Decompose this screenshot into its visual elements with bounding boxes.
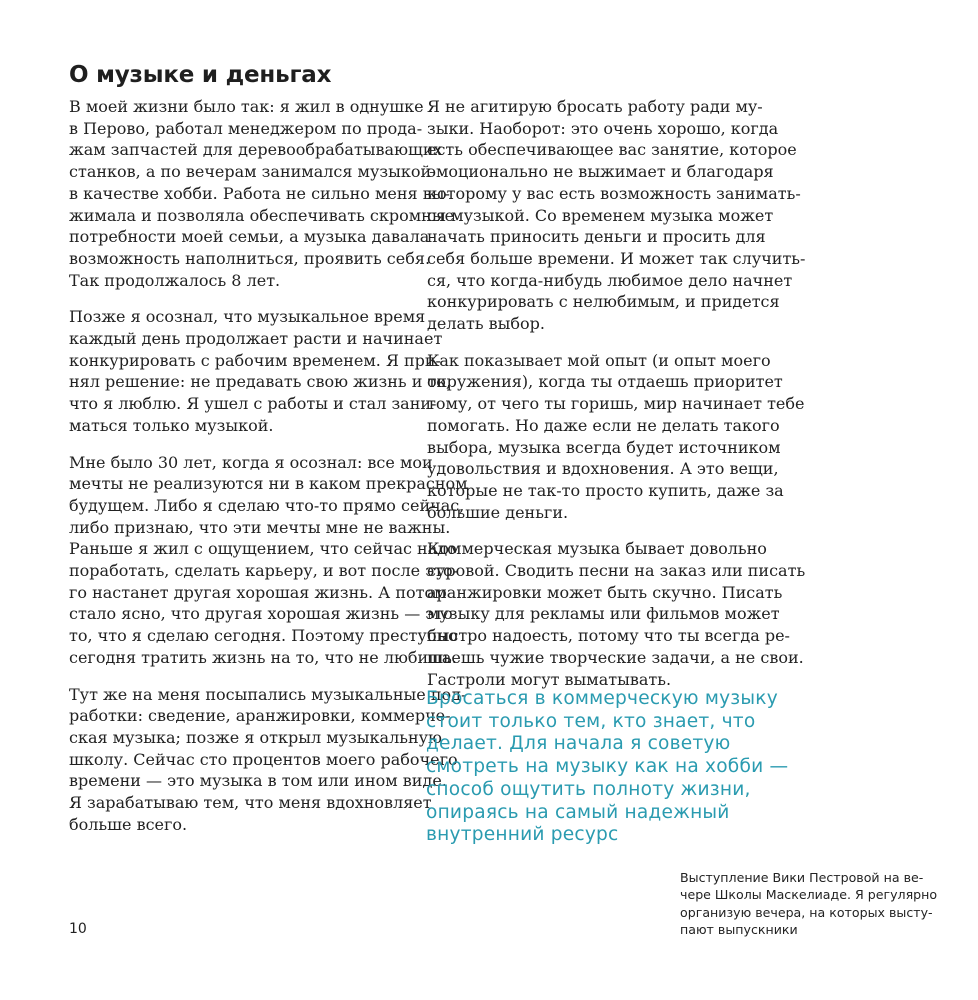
text-line: окружения), когда ты отдаешь приоритет (427, 372, 783, 392)
text-line: больше всего. (69, 814, 188, 834)
text-line: конкурировать с рабочим временем. Я при- (69, 350, 441, 370)
text-line: жимала и позволяла обеспечивать скромные (69, 205, 455, 225)
text-line: Позже я осознал, что музыкальное время (69, 307, 426, 327)
caption-line: пают выпускники (680, 922, 798, 938)
text-line: есть обеспечивающее вас занятие, которое (427, 140, 797, 160)
paragraph (69, 306, 452, 436)
text-line: потребности моей семьи, а музыка давала (69, 227, 430, 247)
text-line: го настанет другая хорошая жизнь. А потом (69, 582, 447, 602)
text-line: удовольствия и вдохновения. А это вещи, (427, 459, 779, 479)
text-line: начать приносить деньги и просить для (427, 227, 766, 247)
text-line: делать выбор. (427, 314, 546, 334)
pull-quote-line: внутренний ресурс (426, 824, 619, 846)
pull-quote (426, 688, 789, 847)
text-line: школу. Сейчас сто процентов моего рабочего (69, 749, 458, 769)
text-line: мечты не реализуются ни в каком прекрасном (69, 474, 468, 494)
text-line: музыку для рекламы или фильмов может (427, 604, 780, 624)
caption-line: Выступление Вики Пестровой на ве- (680, 870, 924, 885)
text-line: в качестве хобби. Работа не сильно меня вы- (69, 183, 450, 203)
text-line: времени — это музыка в том или ином виде. (69, 771, 447, 791)
text-line: ся, что когда-нибудь любимое дело начнет (427, 270, 793, 290)
paragraph (69, 684, 467, 836)
left-column (69, 96, 468, 851)
text-line: Мне было 30 лет, когда я осознал: все мои (69, 452, 433, 472)
article-title: О музыке и деньгах (69, 62, 332, 88)
text-line: поработать, сделать карьеру, и вот после это- (69, 561, 459, 581)
paragraph (427, 96, 806, 335)
text-line: конкурировать с нелюбимым, и придется (427, 292, 780, 312)
text-line: быстро надоесть, потому что ты всегда ре- (427, 626, 790, 646)
paragraph (427, 350, 805, 524)
paragraph (427, 538, 806, 690)
text-line: Так продолжалось 8 лет. (69, 270, 281, 290)
text-line: что я люблю. Я ушел с работы и стал зани- (69, 394, 437, 414)
text-line: маться только музыкой. (69, 415, 274, 435)
text-line: суровой. Сводить песни на заказ или писать (427, 561, 806, 581)
text-line: то, что я сделаю сегодня. Поэтому преступно (69, 626, 458, 646)
text-line: В моей жизни было так: я жил в однушке (69, 97, 424, 116)
text-line: Как показывает мой опыт (и опыт моего (427, 350, 771, 370)
text-line: эмоционально не выжимает и благодаря (427, 162, 774, 182)
text-line: возможность наполниться, проявить себя. (69, 248, 431, 268)
text-line: либо признаю, что эти мечты мне не важны. (69, 517, 451, 537)
text-line: нял решение: не предавать свою жизнь и то, (69, 372, 452, 392)
pull-quote-line: делает. Для начала я советую (426, 733, 731, 755)
text-line: в Перово, работал менеджером по прода- (69, 118, 423, 138)
text-line: шаешь чужие творческие задачи, а не свои. (427, 647, 804, 667)
text-line: жам запчастей для деревообрабатывающих (69, 140, 443, 160)
text-line: себя больше времени. И может так случить- (427, 248, 806, 268)
text-line: аранжировки может быть скучно. Писать (427, 582, 783, 602)
text-line: зыки. Наоборот: это очень хорошо, когда (427, 118, 779, 138)
right-column (427, 96, 806, 705)
text-line: тому, от чего ты горишь, мир начинает тебе (427, 394, 805, 414)
text-line: каждый день продолжает расти и начинает (69, 329, 443, 349)
caption-line: чере Школы Маскелиаде. Я регулярно (680, 887, 938, 903)
paragraph (69, 96, 455, 291)
text-line: которые не так-то просто купить, даже за (427, 480, 784, 500)
text-line: ся музыкой. Со временем музыка может (427, 205, 774, 225)
text-line: Гастроли могут выматывать. (427, 669, 672, 689)
text-line: Я не агитирую бросать работу ради му- (427, 97, 763, 116)
pull-quote-line: стоит только тем, кто знает, что (426, 710, 756, 732)
text-line: выбора, музыка всегда будет источником (427, 437, 781, 457)
text-line: Я зарабатываю тем, что меня вдохновляет (69, 793, 432, 813)
text-line: большие деньги. (427, 502, 569, 522)
text-line: будущем. Либо я сделаю что-то прямо сейчас, (69, 495, 465, 515)
text-line: которому у вас есть возможность занимать- (427, 183, 801, 203)
text-line: ская музыка; позже я открыл музыкальную (69, 727, 442, 747)
text-line: помогать. Но даже если не делать такого (427, 415, 780, 435)
caption-line: организую вечера, на которых высту- (680, 904, 933, 920)
text-line: стало ясно, что другая хорошая жизнь — это (69, 604, 453, 624)
text-line: Тут же на меня посыпались музыкальные под- (69, 684, 467, 704)
page-number: 10 (69, 921, 87, 937)
text-line: станков, а по вечерам занимался музыкой (69, 162, 432, 182)
text-line: сегодня тратить жизнь на то, что не любишь. (69, 647, 457, 667)
text-line: Раньше я жил с ощущением, что сейчас надо (69, 539, 457, 559)
text-line: работки: сведение, аранжировки, коммерче- (69, 706, 451, 726)
photo-caption (680, 869, 938, 939)
text-line: Коммерческая музыка бывает довольно (427, 539, 767, 559)
pull-quote-line: способ ощутить полноту жизни, (426, 778, 751, 800)
pull-quote-line: смотреть на музыку как на хобби — (426, 756, 789, 778)
paragraph (69, 452, 468, 669)
pull-quote-line: опираясь на самый надежный (426, 801, 730, 823)
pull-quote-line: Бросаться в коммерческую музыку (426, 688, 778, 709)
